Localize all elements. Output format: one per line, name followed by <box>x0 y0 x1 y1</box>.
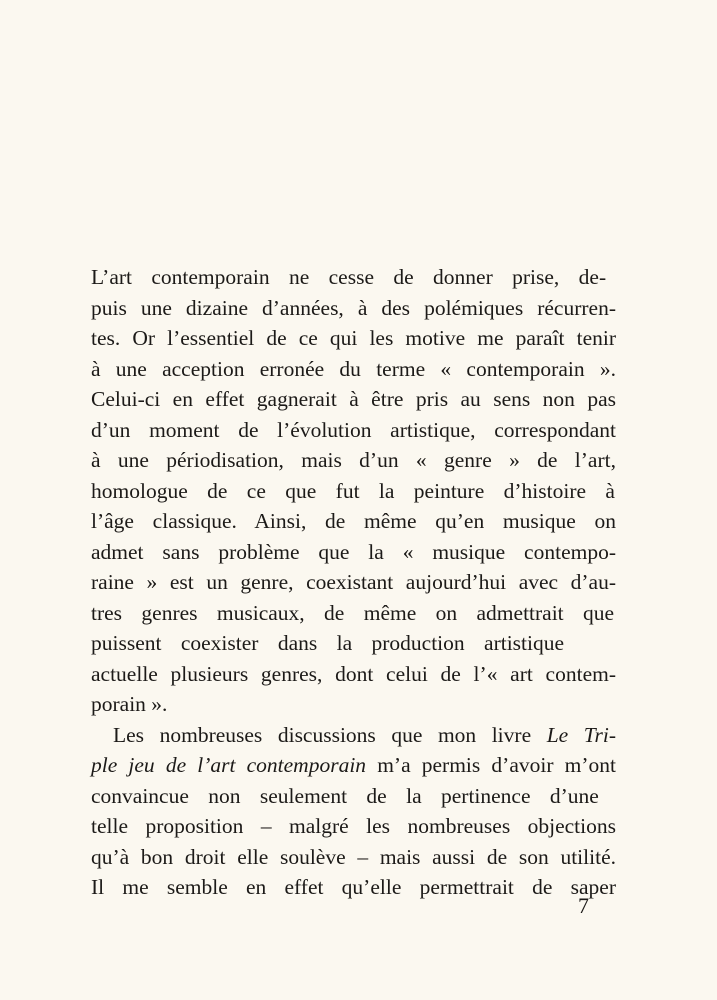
line-text <box>113 720 616 751</box>
line-text: Il me semble en effet qu’elle permettrait de saper <box>91 875 616 899</box>
text-line <box>91 689 616 720</box>
line-text: convaincue non seulement de la pertinence d’une <box>91 783 599 808</box>
text-line <box>91 293 616 324</box>
text-line <box>91 445 616 476</box>
line-text: telle proposition – malgré les nombreuses objections <box>91 814 616 838</box>
text-line <box>91 323 616 354</box>
body-text <box>91 262 616 903</box>
text-line <box>91 811 616 842</box>
text-line <box>91 628 616 659</box>
text-line <box>91 537 616 568</box>
line-text: porain ». <box>91 692 168 716</box>
line-text: puis une dizaine d’années, à des polémiques récurren- <box>91 295 616 320</box>
book-title-italic: Le Tri- <box>546 722 617 747</box>
text-line <box>91 567 616 598</box>
line-text: qu’à bon droit elle soulève – mais aussi de son utilité. <box>91 844 616 869</box>
line-text: puissent coexister dans la production artistique <box>91 631 565 655</box>
text-line <box>91 415 616 446</box>
text-line <box>91 781 616 812</box>
text-line <box>91 598 616 629</box>
text-line <box>91 262 616 293</box>
line-text: L’art contemporain ne cesse de donner prise, de- <box>91 265 607 289</box>
text-line <box>91 872 616 903</box>
text-line <box>91 476 616 507</box>
page-number: 7 <box>578 893 589 918</box>
text-line <box>91 384 616 415</box>
line-text: homologue de ce que fut la peinture d’histoire à <box>91 478 615 503</box>
line-text-roman: m’a permis d’avoir m’ont <box>377 753 616 777</box>
text-line <box>91 659 616 690</box>
paragraph-1 <box>91 262 616 720</box>
text-line <box>91 842 616 873</box>
line-text <box>91 750 616 781</box>
line-text: d’un moment de l’évolution artistique, correspondant <box>91 417 616 442</box>
line-text: tes. Or l’essentiel de ce qui les motive me paraît tenir <box>91 326 616 350</box>
line-text: admet sans problème que la « musique contempo- <box>91 539 616 564</box>
text-line <box>91 354 616 385</box>
line-text: Celui-ci en effet gagnerait à être pris au sens non pas <box>91 387 616 411</box>
line-text: à une périodisation, mais d’un « genre » de l’art, <box>91 448 616 472</box>
line-text: tres genres musicaux, de même on admettrait que <box>91 600 615 625</box>
text-line <box>91 506 616 537</box>
line-text: l’âge classique. Ainsi, de même qu’en musique on <box>91 509 616 533</box>
line-text-roman: Les nombreuses discussions que mon livre <box>113 722 532 747</box>
paragraph-2 <box>91 720 616 903</box>
line-text: raine » est un genre, coexistant aujourd’hui avec d’au- <box>91 570 616 594</box>
text-line <box>91 720 616 751</box>
text-line <box>91 750 616 781</box>
book-title-italic: ple jeu de l’art contemporain <box>91 753 367 777</box>
line-text: à une acception erronée du terme « contemporain ». <box>91 356 616 381</box>
line-text: actuelle plusieurs genres, dont celui de l’« art contem- <box>91 661 616 686</box>
